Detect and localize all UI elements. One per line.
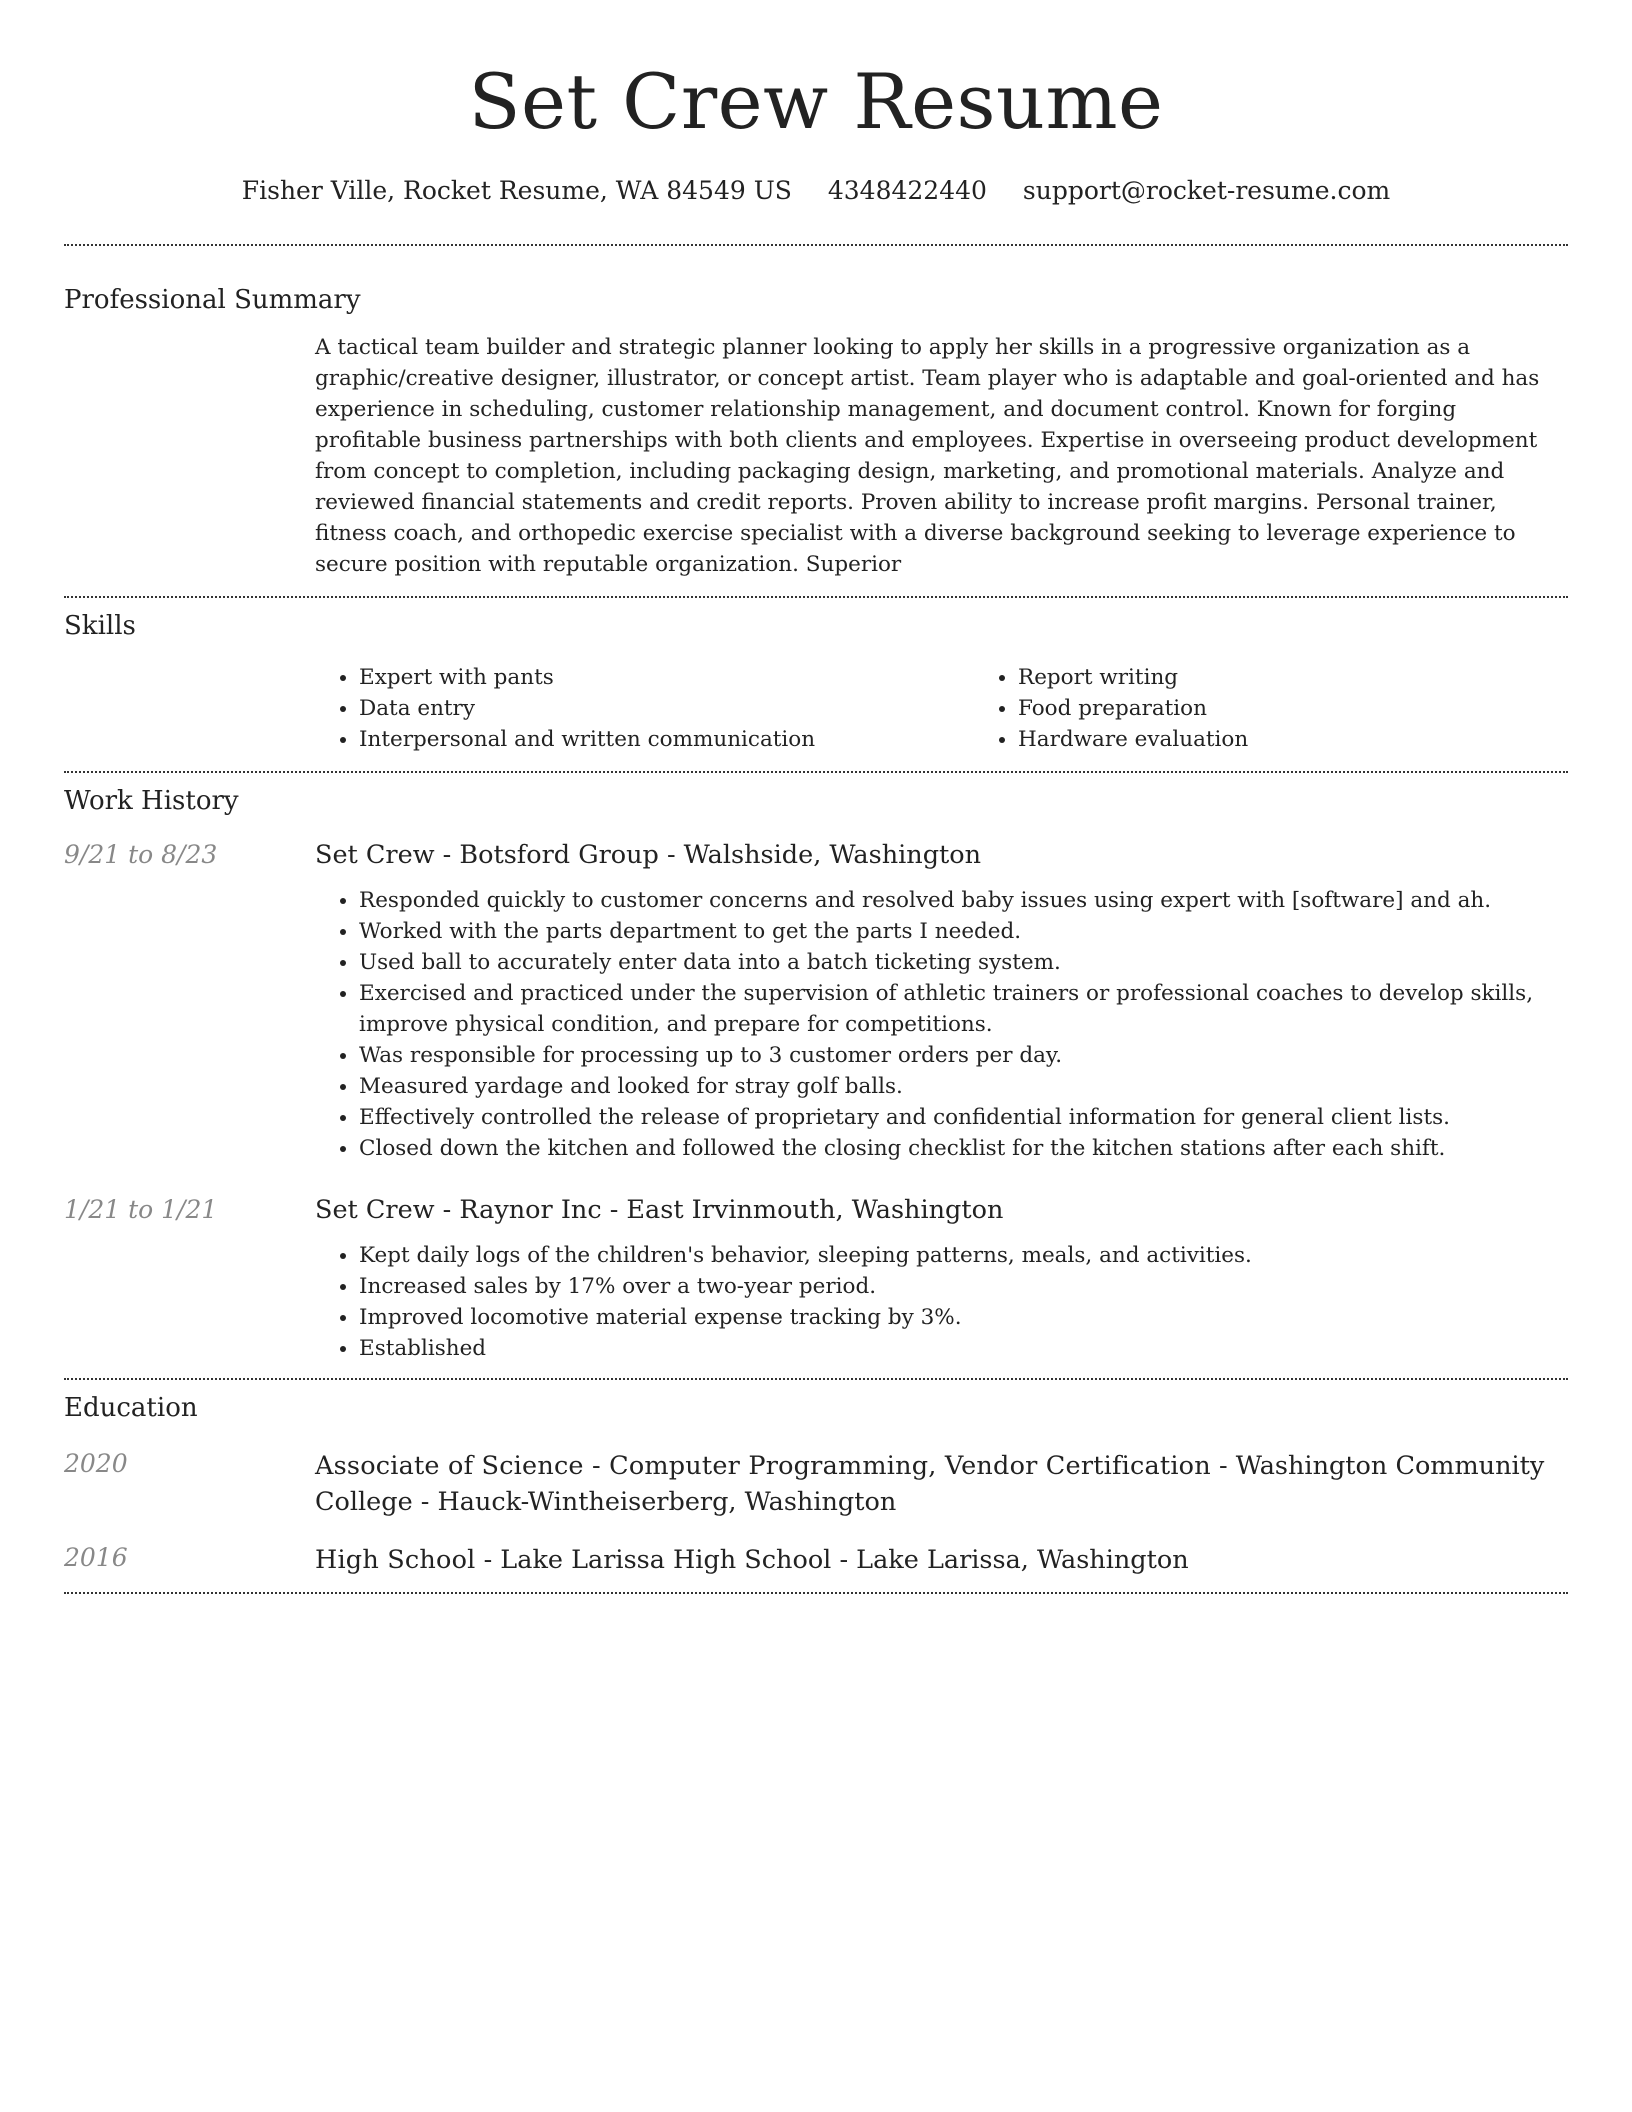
- section-title-skills: Skills: [64, 611, 136, 641]
- job-bullet: • Effectively controlled the release of proprietary and confidential information for general client lists.: [359, 1102, 1568, 1133]
- job-bullet: • Measured yardage and looked for stray golf balls.: [359, 1071, 1568, 1102]
- section-title-summary: Professional Summary: [64, 285, 361, 315]
- education-entry: [64, 1542, 1568, 1578]
- job-bullet: • Improved locomotive material expense tracking by 3%.: [359, 1302, 1568, 1333]
- education-degree: High School: [315, 1545, 476, 1575]
- summary-text: A tactical team builder and strategic planner looking to apply her skills in a progressive organization as a graphic/creative designer, illustrator, or concept artist. Team player who is adaptable and goal-oriented and has experience in scheduling, customer relationship management, and document control. Known for forging profitable business partnerships with both clients and employees. Expertise in overseeing product development from concept to completion, including packaging design, marketing, and promotional materials. Analyze and reviewed financial statements and credit reports. Proven ability to increase profit margins. Personal trainer, fitness coach, and orthopedic exercise specialist with a diverse background seeking to leverage experience to secure position with reputable organization. Superior: [315, 335, 1540, 577]
- skill-item: • Expert with pants: [359, 662, 974, 693]
- skill-item: • Interpersonal and written communication: [359, 724, 974, 755]
- job-heading: Set Crew - Botsford Group - Walshside, Washington: [315, 840, 982, 870]
- job-bullet: • Was responsible for processing up to 3 customer orders per day.: [359, 1040, 1568, 1071]
- job-bullet: • Closed down the kitchen and followed the closing checklist for the kitchen stations after each shift.: [359, 1133, 1568, 1164]
- job-bullet: • Increased sales by 17% over a two-year period.: [359, 1271, 1568, 1302]
- resume-content: [64, 0, 1568, 1594]
- contact-address: Fisher Ville, Rocket Resume, WA 84549 US: [241, 176, 792, 205]
- skills-column-left: [315, 662, 974, 755]
- education-degree: Associate of Science - Computer Programming, Vendor Certification: [315, 1451, 1211, 1481]
- skill-item: • Report writing: [1018, 662, 1632, 693]
- education-year: 2016: [64, 1543, 128, 1572]
- resume-title: Set Crew Resume: [468, 57, 1164, 146]
- contact-phone: 4348422440: [827, 176, 987, 205]
- job-dates: 1/21 to 1/21: [64, 1195, 218, 1224]
- divider: [64, 771, 1568, 773]
- job-heading: Set Crew - Raynor Inc - East Irvinmouth, Washington: [315, 1195, 1004, 1225]
- job-entry: [64, 839, 1568, 1164]
- section-title-work: Work History: [64, 786, 239, 816]
- divider: [64, 244, 1568, 246]
- job-bullet: • Kept daily logs of the children's behavior, sleeping patterns, meals, and activities.: [359, 1240, 1568, 1271]
- section-title-education: Education: [64, 1393, 198, 1423]
- contact-email: support@rocket-resume.com: [1022, 176, 1391, 205]
- divider: [64, 1378, 1568, 1380]
- job-bullet: • Used ball to accurately enter data into a batch ticketing system.: [359, 947, 1568, 978]
- contact-line: [64, 176, 1568, 206]
- education-year: 2020: [64, 1449, 128, 1478]
- job-entry: [64, 1194, 1568, 1364]
- skills-section: [64, 610, 1568, 755]
- education-heading: [315, 1542, 1568, 1578]
- job-bullets: [315, 885, 1568, 1164]
- job-bullet: • Exercised and practiced under the supervision of athletic trainers or professional coaches to develop skills, improve physical condition, and prepare for competitions.: [359, 978, 1568, 1040]
- divider: [64, 596, 1568, 598]
- job-bullet: • Worked with the parts department to get the parts I needed.: [359, 916, 1568, 947]
- skill-item: • Data entry: [359, 693, 974, 724]
- skills-column-right: [974, 662, 1632, 755]
- job-bullet: • Established: [359, 1333, 1568, 1364]
- work-section: [64, 785, 1568, 1364]
- divider: [64, 1592, 1568, 1594]
- job-bullet: • Responded quickly to customer concerns and resolved baby issues using expert with [software] and ah.: [359, 885, 1568, 916]
- skill-item: • Food preparation: [1018, 693, 1632, 724]
- education-section: [64, 1392, 1568, 1578]
- summary-section: [64, 284, 1568, 580]
- job-bullets: [315, 1240, 1568, 1364]
- education-heading: [315, 1448, 1568, 1520]
- skill-item: • Hardware evaluation: [1018, 724, 1632, 755]
- job-dates: 9/21 to 8/23: [64, 840, 218, 869]
- skills-list: [315, 662, 1632, 755]
- education-entry: [64, 1448, 1568, 1520]
- education-school: - Lake Larissa High School - Lake Larissa, Washington: [475, 1545, 1189, 1575]
- education-school: - Washington Community College - Hauck-Wintheiserberg, Washington: [315, 1451, 1545, 1517]
